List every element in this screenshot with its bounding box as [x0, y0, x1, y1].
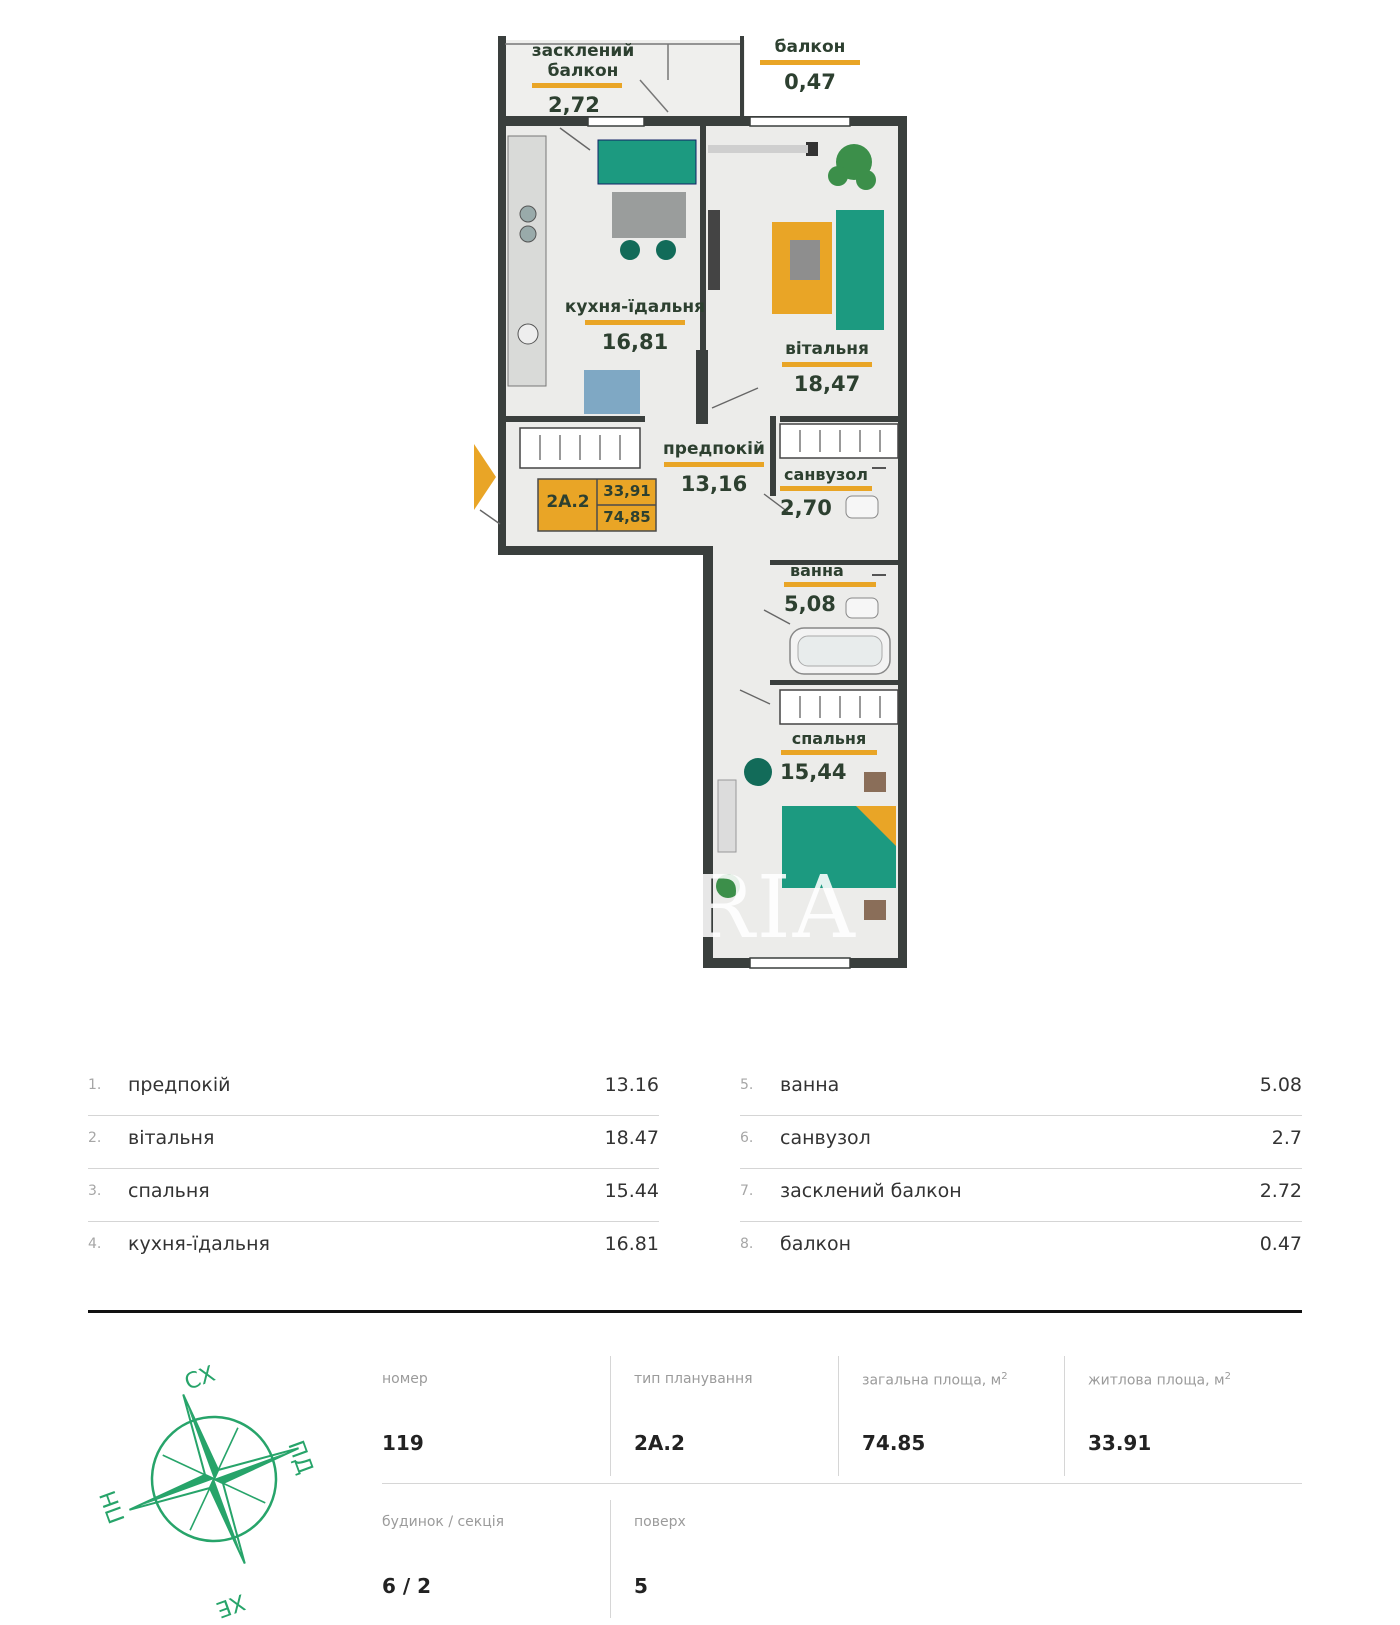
superscript: 2 — [1001, 1371, 1008, 1382]
watermark: RIA — [690, 858, 857, 958]
room-area: 0,47 — [784, 69, 836, 94]
room-area: 2,72 — [548, 93, 600, 118]
room-label-glazed-balcony — [518, 42, 648, 119]
room-label-bath — [780, 562, 880, 619]
total-area-label-text: загальна площа, м — [862, 1372, 1002, 1389]
row-room-area: 5.08 — [1259, 1074, 1302, 1096]
row-room-name: вітальня — [128, 1127, 215, 1149]
building-section-value: 6 / 2 — [382, 1574, 432, 1598]
row-room-area: 18.47 — [604, 1127, 659, 1149]
row-index: 4. — [88, 1236, 102, 1252]
underline — [780, 486, 872, 491]
row-room-name: кухня-їдальня — [128, 1233, 270, 1255]
room-name: кухня-їдальня — [564, 297, 706, 317]
room-name: балкон — [547, 60, 619, 81]
underline — [781, 750, 877, 755]
column-separator — [610, 1356, 611, 1476]
row-room-area: 2.72 — [1259, 1180, 1302, 1202]
room-label-balcony — [760, 38, 860, 96]
room-name: вітальня — [785, 339, 869, 359]
underline — [760, 60, 860, 65]
row-room-name: предпокій — [128, 1074, 231, 1096]
row-separator — [382, 1483, 1302, 1484]
layout-type-label: тип планування — [634, 1371, 753, 1387]
unit-tag-type: 2А.2 — [546, 492, 590, 512]
compass-label-north: СХ — [181, 1361, 219, 1396]
room-area: 15,44 — [780, 760, 847, 785]
row-room-name: ванна — [780, 1074, 840, 1096]
underline — [532, 83, 622, 88]
room-name: санвузол — [784, 465, 868, 484]
room-name: спальня — [791, 729, 867, 748]
column-separator — [838, 1356, 839, 1476]
row-index: 7. — [740, 1183, 754, 1199]
table-row — [88, 1063, 659, 1116]
number-value: 119 — [382, 1431, 424, 1455]
row-room-name: спальня — [128, 1180, 210, 1202]
section-divider — [88, 1310, 1302, 1313]
column-separator — [1064, 1356, 1065, 1476]
compass-label-south: ХЕ — [212, 1588, 249, 1622]
row-index: 6. — [740, 1130, 754, 1146]
room-area: 13,16 — [680, 471, 748, 496]
table-row — [88, 1169, 659, 1222]
room-name: предпокій — [663, 439, 765, 459]
room-name: ванна — [790, 561, 844, 580]
room-name: балкон — [774, 37, 846, 57]
layout-type-value: 2А.2 — [634, 1431, 685, 1455]
rooms-table-right — [740, 1063, 1302, 1274]
unit-tag-total: 74,85 — [603, 508, 651, 526]
compass-label-east: ПД — [282, 1437, 318, 1478]
unit-tag-living: 33,91 — [603, 482, 651, 500]
table-row — [88, 1222, 659, 1274]
row-room-area: 2.7 — [1271, 1127, 1302, 1149]
number-label: номер — [382, 1371, 428, 1387]
room-label-wc — [776, 466, 876, 523]
column-separator — [610, 1500, 611, 1618]
compass-labels — [95, 1361, 350, 1622]
total-area-label — [862, 1371, 1008, 1389]
floor-label: поверх — [634, 1514, 686, 1530]
underline — [585, 320, 685, 325]
row-room-name: санвузол — [780, 1127, 871, 1149]
entrance-marker — [474, 444, 496, 510]
rooms-table-left — [88, 1063, 659, 1274]
superscript: 2 — [1224, 1371, 1231, 1382]
row-room-area: 15.44 — [604, 1180, 659, 1202]
underline — [784, 582, 876, 587]
room-label-kitchen — [555, 298, 715, 356]
room-area: 2,70 — [780, 496, 832, 521]
table-row — [740, 1116, 1302, 1169]
room-label-living — [772, 340, 882, 398]
table-row — [88, 1116, 659, 1169]
room-area: 16,81 — [601, 329, 669, 354]
compass-label-west: ПН — [95, 1486, 131, 1527]
room-label-bedroom — [776, 730, 882, 787]
underline — [782, 362, 872, 367]
row-room-area: 0.47 — [1259, 1233, 1302, 1255]
row-room-name: засклений балкон — [780, 1180, 962, 1202]
room-area: 18,47 — [793, 371, 861, 396]
living-area-label — [1088, 1371, 1231, 1389]
row-index: 3. — [88, 1183, 102, 1199]
table-row — [740, 1169, 1302, 1222]
living-area-label-text: житлова площа, м — [1088, 1372, 1225, 1389]
row-room-area: 16.81 — [604, 1233, 659, 1255]
underline — [664, 462, 764, 467]
total-area-value: 74.85 — [862, 1431, 926, 1455]
row-room-area: 13.16 — [604, 1074, 659, 1096]
table-row — [740, 1222, 1302, 1274]
room-label-hall — [658, 440, 770, 498]
row-index: 8. — [740, 1236, 754, 1252]
row-index: 5. — [740, 1077, 754, 1093]
floor-value: 5 — [634, 1574, 648, 1598]
living-area-value: 33.91 — [1088, 1431, 1152, 1455]
building-section-label: будинок / секція — [382, 1514, 505, 1530]
row-index: 1. — [88, 1077, 102, 1093]
table-row — [740, 1063, 1302, 1116]
room-name: засклений — [531, 41, 635, 61]
room-area: 5,08 — [784, 592, 836, 617]
row-room-name: балкон — [780, 1233, 852, 1255]
row-index: 2. — [88, 1130, 102, 1146]
